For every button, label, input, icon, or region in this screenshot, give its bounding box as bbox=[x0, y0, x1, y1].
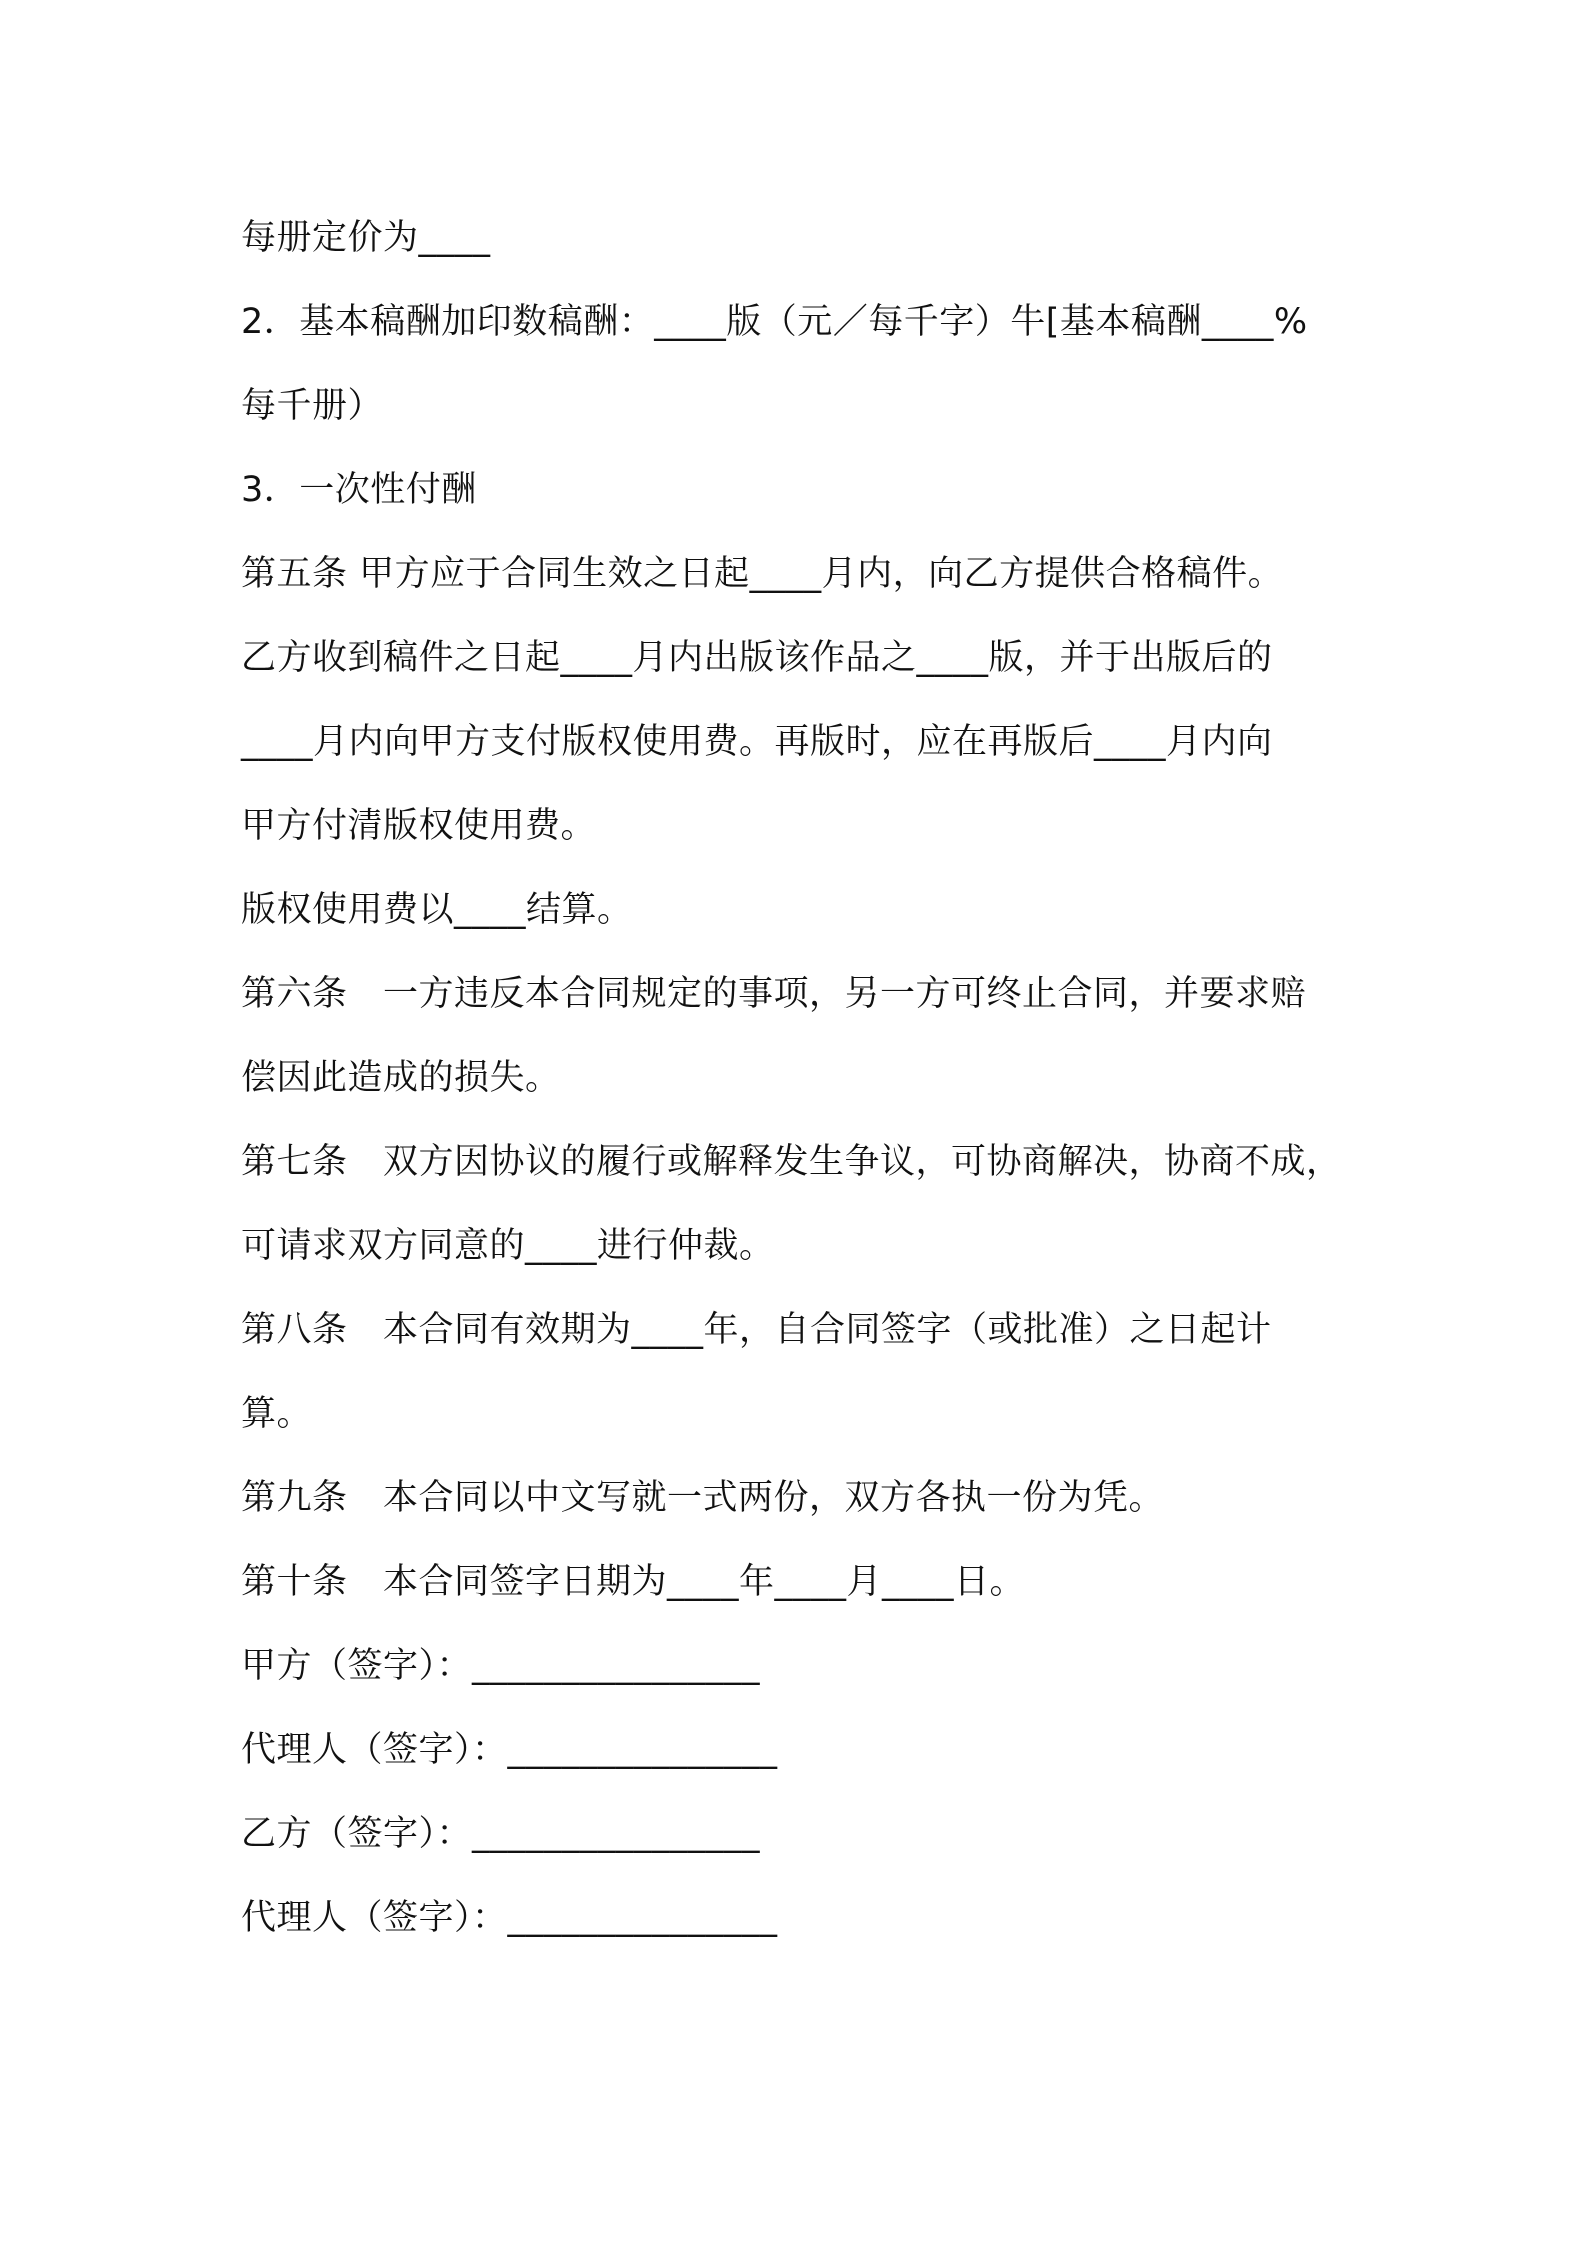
contract-body bbox=[241, 196, 1361, 1960]
royalty-clause-2-continued: 每千册） bbox=[241, 386, 384, 426]
settlement-line: 版权使用费以____结算。 bbox=[241, 890, 633, 930]
article-5-line-4: 甲方付清版权使用费。 bbox=[241, 806, 597, 846]
price-per-copy-line: 每册定价为____ bbox=[241, 218, 491, 258]
royalty-clause-3-line: 3．一次性付酬 bbox=[241, 470, 477, 510]
article-5-line-3: ____月内向甲方支付版权使用费。再版时，应在再版后____月内向 bbox=[241, 722, 1273, 762]
article-5-line-2: 乙方收到稿件之日起____月内出版该作品之____版，并于出版后的 bbox=[241, 638, 1273, 678]
article-6-line-2: 偿因此造成的损失。 bbox=[241, 1058, 561, 1098]
article-7-line-2: 可请求双方同意的____进行仲裁。 bbox=[241, 1226, 775, 1266]
article-10-line: 第十条 本合同签字日期为____年____月____日。 bbox=[241, 1562, 1026, 1602]
article-5-line-1: 第五条 甲方应于合同生效之日起____月内，向乙方提供合格稿件。 bbox=[241, 554, 1284, 594]
royalty-clause-2-line: 2．基本稿酬加印数稿酬：____版（元／每千字）牛[基本稿酬____% bbox=[241, 302, 1308, 342]
article-8-line-1: 第八条 本合同有效期为____年，自合同签字（或批准）之日起计 bbox=[241, 1310, 1272, 1350]
agent-b-signature-line: 代理人（签字）：_______________ bbox=[241, 1898, 778, 1938]
article-8-line-2: 算。 bbox=[241, 1394, 313, 1434]
article-9-line: 第九条 本合同以中文写就一式两份，双方各执一份为凭。 bbox=[241, 1478, 1165, 1518]
agent-a-signature-line: 代理人（签字）：_______________ bbox=[241, 1730, 778, 1770]
article-6-line-1: 第六条 一方违反本合同规定的事项，另一方可终止合同，并要求赔 bbox=[241, 974, 1307, 1014]
party-a-signature-line: 甲方（签字）：________________ bbox=[241, 1646, 761, 1686]
article-7-line-1: 第七条 双方因协议的履行或解释发生争议，可协商解决，协商不成， bbox=[241, 1142, 1342, 1182]
party-b-signature-line: 乙方（签字）：________________ bbox=[241, 1814, 761, 1854]
